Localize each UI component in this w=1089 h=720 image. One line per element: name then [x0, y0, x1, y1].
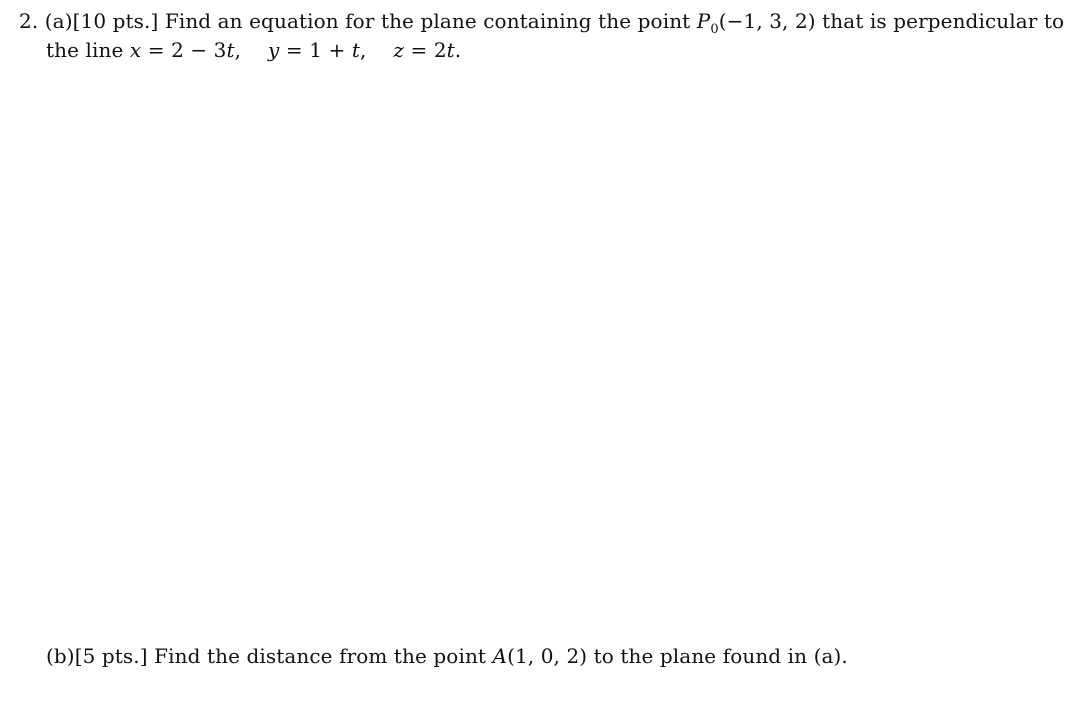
point-a-coords: (1, 0, 2) [507, 644, 588, 668]
point-p-name: P [696, 9, 711, 33]
eq-y-rhs: = 1 + [285, 38, 346, 62]
eq-x-var: x [129, 38, 142, 62]
point-p-coords: (−1, 3, 2) [718, 9, 816, 33]
part-a-label: (a)[10 pts.] [44, 9, 159, 33]
question-number: 2. [19, 9, 39, 33]
question-2b-line [46, 643, 848, 669]
eq-x-t: t [226, 38, 235, 62]
eq-z-end: . [454, 38, 462, 62]
part-a-text-after: that is perpendicular to [822, 9, 1065, 33]
eq-z-t: t [446, 38, 455, 62]
eq-y-var: y [268, 38, 280, 62]
eq-x-rhs: = 2 − 3 [147, 38, 227, 62]
part-b-text-after: to the plane found in (a). [593, 644, 848, 668]
part-b-text-before: Find the distance from the point [154, 644, 487, 668]
question-2a-line-2 [46, 37, 461, 63]
eq-z-rhs: = 2 [410, 38, 447, 62]
eq-y-t: t [351, 38, 360, 62]
eq-y-comma: , [360, 38, 367, 62]
point-a-name: A [492, 644, 508, 668]
eq-x-comma: , [234, 38, 242, 62]
part-a-text-before: Find an equation for the plane containing the point [164, 9, 691, 33]
part-b-label: (b)[5 pts.] [46, 644, 148, 668]
point-p-subscript: 0 [710, 22, 719, 37]
line-intro: the line [46, 38, 124, 62]
eq-z-var: z [393, 38, 405, 62]
